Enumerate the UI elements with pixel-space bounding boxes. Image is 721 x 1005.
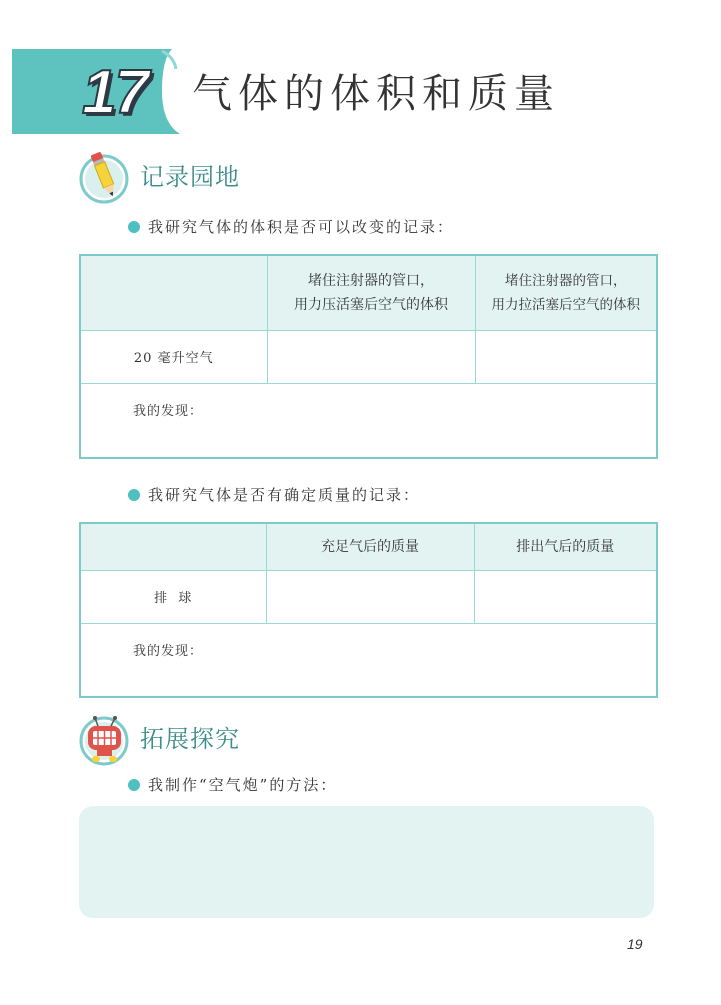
mass-prompt-text: 我研究气体是否有确定质量的记录： [148, 486, 421, 504]
volume-finding-cell[interactable] [80, 383, 657, 458]
volume-prompt-text: 我研究气体的体积是否可以改变的记录： [148, 218, 455, 236]
air-cannon-prompt-text: 我制作“空气炮”的方法： [148, 776, 338, 794]
extend-section-header [78, 712, 298, 766]
table-header-empty [80, 523, 266, 570]
air-cannon-answer-box[interactable] [79, 806, 654, 918]
record-section-label: 记录园地 [140, 163, 240, 191]
lesson-banner [12, 49, 184, 134]
mass-record-table [79, 522, 658, 698]
bullet-dot [128, 779, 140, 791]
mass-prompt [128, 484, 468, 506]
table-header-compress: 堵住注射器的管口， 用力压活塞后空气的体积 [267, 255, 475, 330]
finding-label: 我的发现： [133, 643, 204, 659]
lesson-number: 17 [82, 58, 147, 127]
extend-section-label: 拓展探究 [140, 725, 240, 753]
finding-label: 我的发现： [133, 403, 204, 419]
pencil-icon [78, 150, 132, 204]
volume-record-table [79, 254, 658, 459]
deflated-mass-cell[interactable] [474, 570, 657, 623]
page-number: 19 [627, 936, 643, 952]
lesson-title: 气体的体积和质量 [192, 71, 560, 117]
bullet-dot [128, 489, 140, 501]
table-header-inflated-mass: 充足气后的质量 [266, 523, 474, 570]
table-header-empty [80, 255, 267, 330]
table-header-pull: 堵住注射器的管口， 用力拉活塞后空气的体积 [475, 255, 657, 330]
row-label-20ml-air: 20 毫升空气 [80, 330, 267, 383]
table-header-deflated-mass: 排出气后的质量 [474, 523, 657, 570]
volume-prompt [128, 216, 508, 238]
bullet-dot [128, 221, 140, 233]
pull-volume-cell[interactable] [475, 330, 657, 383]
inflated-mass-cell[interactable] [266, 570, 474, 623]
record-section-header [78, 150, 298, 204]
air-cannon-prompt [128, 774, 388, 796]
mass-finding-cell[interactable] [80, 623, 657, 697]
row-label-volleyball: 排 球 [80, 570, 266, 623]
robot-icon [78, 712, 132, 766]
compress-volume-cell[interactable] [267, 330, 475, 383]
